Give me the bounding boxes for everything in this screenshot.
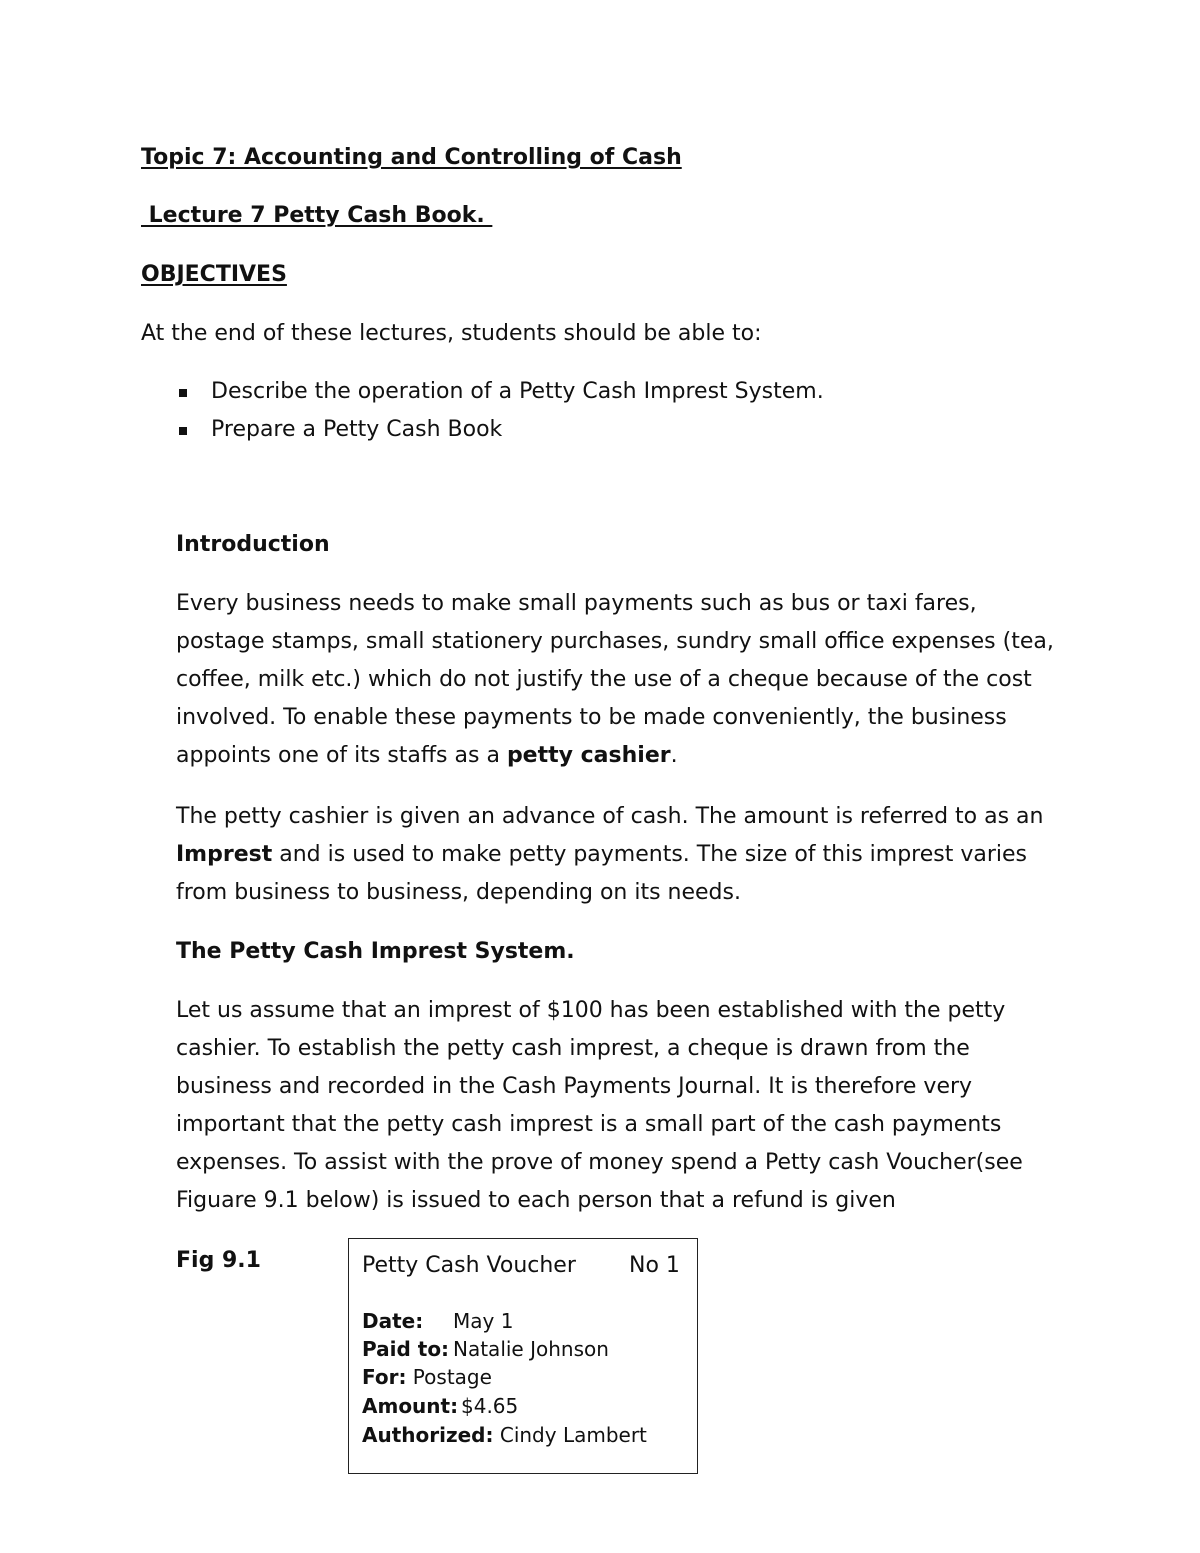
voucher-authorized-value: Cindy Lambert bbox=[493, 1423, 647, 1447]
petty-cash-voucher bbox=[348, 1238, 698, 1474]
lecture-title: Lecture 7 Petty Cash Book. bbox=[141, 203, 493, 228]
voucher-paid-to-value: Natalie Johnson bbox=[453, 1337, 609, 1361]
petty-cashier-term: petty cashier bbox=[506, 743, 671, 768]
voucher-for-value: Postage bbox=[406, 1365, 492, 1389]
objective-item-text: Prepare a Petty Cash Book bbox=[211, 417, 503, 442]
paragraph-text: appoints one of its staffs as a bbox=[176, 743, 507, 768]
paragraph-line: important that the petty cash imprest is a small part of the cash payments bbox=[176, 1112, 1002, 1137]
voucher-authorized-label: Authorized: bbox=[362, 1423, 494, 1447]
paragraph-line: cashier. To establish the petty cash imprest, a cheque is drawn from the bbox=[176, 1036, 970, 1061]
objective-item-text: Describe the operation of a Petty Cash Imprest System. bbox=[211, 379, 824, 404]
voucher-authorized-row bbox=[362, 1423, 647, 1447]
paragraph-line: involved. To enable these payments to be made conveniently, the business bbox=[176, 705, 1007, 730]
bullet-icon bbox=[179, 389, 187, 397]
paragraph-line: coffee, milk etc.) which do not justify the use of a cheque because of the cost bbox=[176, 667, 1032, 692]
introduction-heading: Introduction bbox=[176, 532, 330, 557]
introduction-paragraph-2 bbox=[176, 798, 1076, 912]
voucher-amount-value: $4.65 bbox=[461, 1394, 519, 1418]
paragraph-line: postage stamps, small stationery purchases, sundry small office expenses (tea, bbox=[176, 629, 1054, 654]
paragraph-line: Let us assume that an imprest of $100 has been established with the petty bbox=[176, 998, 1006, 1023]
voucher-number: No 1 bbox=[629, 1253, 680, 1278]
voucher-paid-to-label: Paid to: bbox=[362, 1337, 450, 1361]
topic-title: Topic 7: Accounting and Controlling of Cash bbox=[141, 145, 682, 170]
paragraph-line bbox=[176, 836, 1076, 874]
voucher-for-row bbox=[362, 1365, 492, 1389]
paragraph-line: The petty cashier is given an advance of cash. The amount is referred to as an bbox=[176, 804, 1044, 829]
paragraph-text: and is used to make petty payments. The size of this imprest varies bbox=[272, 842, 1028, 867]
paragraph-line: business and recorded in the Cash Payments Journal. It is therefore very bbox=[176, 1074, 973, 1099]
objectives-lead: At the end of these lectures, students should be able to: bbox=[141, 321, 762, 346]
voucher-amount-label: Amount: bbox=[362, 1394, 459, 1418]
imprest-system-paragraph bbox=[176, 992, 1076, 1220]
paragraph-text: . bbox=[670, 743, 678, 768]
figure-label: Fig 9.1 bbox=[176, 1248, 261, 1273]
voucher-date-label: Date: bbox=[362, 1309, 424, 1333]
voucher-title: Petty Cash Voucher bbox=[362, 1253, 576, 1278]
voucher-for-label: For: bbox=[362, 1365, 407, 1389]
imprest-system-heading: The Petty Cash Imprest System. bbox=[176, 939, 575, 964]
paragraph-line: Figuare 9.1 below) is issued to each person that a refund is given bbox=[176, 1188, 896, 1213]
paragraph-line: expenses. To assist with the prove of money spend a Petty cash Voucher(see bbox=[176, 1150, 1023, 1175]
objectives-heading: OBJECTIVES bbox=[141, 262, 287, 287]
imprest-term: Imprest bbox=[176, 842, 273, 867]
voucher-date-value: May 1 bbox=[453, 1309, 514, 1333]
paragraph-line: Every business needs to make small payments such as bus or taxi fares, bbox=[176, 591, 977, 616]
introduction-paragraph-1 bbox=[176, 585, 1076, 775]
paragraph-line: from business to business, depending on its needs. bbox=[176, 880, 741, 905]
paragraph-line bbox=[176, 737, 1076, 775]
bullet-icon bbox=[179, 427, 187, 435]
